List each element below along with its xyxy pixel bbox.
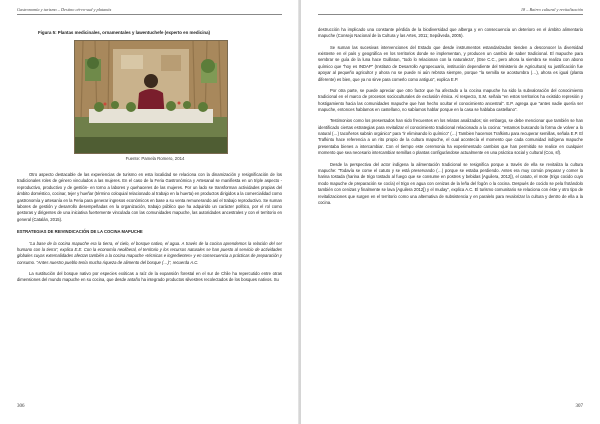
right-page-number: 307 [575, 404, 583, 409]
body-paragraph: La sustitución del bosque nativo por especies exóticas a raíz de la expansión forestal en el sur de Chile ha repercutido entre otras dimensiones del mundo mapuche en su cocina, que desde antaño ha integrado productos silvestres recolectados de los bosques nativos. Su [17, 271, 282, 283]
left-header-rule [17, 14, 282, 15]
left-running-header: Gastronomía y turismo – Destino cérvo-sud y platanás [17, 7, 112, 12]
figure-photo [74, 40, 228, 154]
figure-caption: Fuente: Pamela Romero, 2014 [125, 156, 185, 161]
body-paragraph: Testimonios como los presentados han sido frecuentes en los relatos analizados; sin embargo, se debe mencionar que también se han identificado ciertas estrategias para revitalizar el conocimiento tradicional relacionado a la cocina: “estamos buscando la forma de volver a lo natural (…) tacoñeros sabrán orgánico” para “ir eliminando lo químico” (…) Tambien hacemos Trafkintu para recuperar semillas, señala E.P. El Trafkintu hace referencia a un rito propio de la cultura mapuche, el cual acontecía el momento que cada comunidad indígena mapuche presentaba bienes a intercambiar. Con el tiempo este ceremonia ha experimentado cambios que han permitido se realice en cualquier momento que sea necesario intercambiar semillas o plantas configurándose actualmente en una práctica social y cultural (Coo, sf). [318, 118, 583, 156]
figure-title: Figura 5: Plantas medicinales, ornamentales y lawentuchefe (experto en medicina) [38, 30, 211, 35]
section-subheading: ESTRATEGIAS DE REIVINDICACIÓN DE LA COCINA MAPUCHE [17, 229, 143, 235]
photo-illustration [75, 41, 227, 153]
body-paragraph: Otro aspecto destacable de las experiencias de turismo en esta localidad se relaciona con la dinamización y resignificación de los tradicionales roles de género vinculados a las mujeres. En el caso de la Feria Gastronómica y Artesanal se manifiesta en un triple aspecto -reproductivo, productivo y de gestión- en torno a labores y quehaceres de las mujeres. Por un lado se transforman actividades propias del ámbito doméstico, cocinar, tejer y hueñar (término coloquial relacionado al trabajo en la huerta) en productos dirigidos a la comercialidad como gastronomía y artesanía en la Feria para generar ingresos económicos en base a su venta remunerando así el trabajo reproductivo. Se suman labores de gestión y desarrollo desempeñadas en la organización, trabajo público que ha adquirido un carácter político, por el rol como gestoras y dirigentes de una iniciativa fuertemente vinculada con las comunidades mapuche, las autoridades ancestrales y con el territorio en general (Catalán, 2015). [17, 172, 282, 222]
right-page [301, 0, 600, 424]
left-body-text [17, 172, 282, 289]
right-body-text [318, 27, 583, 211]
body-paragraph: Por otra parte, se puede apreciar que otro factor que ha afectado a la cocina mapuche ha sido la subvaloración del conocimiento tradicional en el marco de procesos socioculturales de exclusión étnica. Al respecto, S.M. señala “en estos territorios ha existido represión y hostigamiento hacia las comunidades mapuche que han hecho ocultar el conocimiento ancestral”. E.P. agrega que “antes nadie quería ser mapuche, entonces hablamos en castellano, no sabíamos hablar porque en la casa se hablaba castellano”. [318, 87, 583, 113]
left-page [0, 0, 299, 424]
body-paragraph: Se suman las sucesivas intervenciones del Estado que desde instrumentos estandarizados tienden a desconocer la diversidad existente en el país y geográfica en los territorios donde se implementan, y producen un cambio de saber tradicional. El mapuche para sembrar se guía de la luna hace Guillatun, “todo lo relacionan con la naturaleza”, (Ese C.C., pero ahora la siembra se realiza con abono químico que “hoy es INDAP” (Instituto de Desarrollo Agropecuario, institución dependiente del Ministerio de Agricultura) su justificación fue apoyar al pequeño agricultor y ahora no se puede ni aún rebrota siempre, porque “la semilla se acostumbra (…), ahora es igual (planta diferente) es bien, que ya no sirve para comerlo como antiguo”, explica E.P. [318, 44, 583, 82]
right-running-header: 18 – Bairro cultural y revitalización [520, 7, 583, 12]
body-paragraph: destrucción ha implicado una constante pérdida de la biodiversidad que alberga y en consecuencia un deterioro en el ámbito alimentario mapuche (Consejo Nacional de la Cultura y las Artes, 2011; Sepúlveda, 2005). [318, 27, 583, 39]
quote-paragraph: “La base de la cocina mapuche era la tierra, el cielo, el bosque nativo, el agua. A través de la cocina aprendemos la relación del ser humano con la tierra”, explica E.E. Con la economía neoliberal, el territorio y los recursos naturales se han puesto al servicio de actividades globales cuyas externalidades afectan también a la cocina mapuche «técnicas e ingredientes» y en consecuencia a prácticas de preparación y consumo. “Antes nuestro pueblo tenía mucha riqueza de alimento del bosque (…)”, recuerda A.C. [17, 240, 282, 265]
right-header-rule [318, 14, 583, 15]
left-page-number: 306 [17, 404, 25, 409]
body-paragraph: Desde la perspectiva del actor indígena la alimentación tradicional se resignifica porque a través de ella se revitaliza la cultura mapuche: “Todavía se come el catuto y se está preservando (…) porque se estaba perdiendo. Antes era muy común preparar y comer la harina tostada (harina de trigo tostado al fuego que se consume en postres y bebidas [Aguilera, 2012]), el catuto, el mote (trigo cocido cuyo modo mapuche de preparación se cocía) el trigo en agua con cenizas de la leña del fogón o la cocina. Después de cocido se pela frotándolo también con cenizas y finalmente se lava [Aguilera 2012]) y el muday”, explica A.C. El turismo comunitario se relaciona con éste y otro tipo de revitalizaciones que surgen en el territorio como una alternativa de subsistencia y en paralelo para revalorizar la cultura y dentro de ella a la cocina. [318, 161, 583, 205]
